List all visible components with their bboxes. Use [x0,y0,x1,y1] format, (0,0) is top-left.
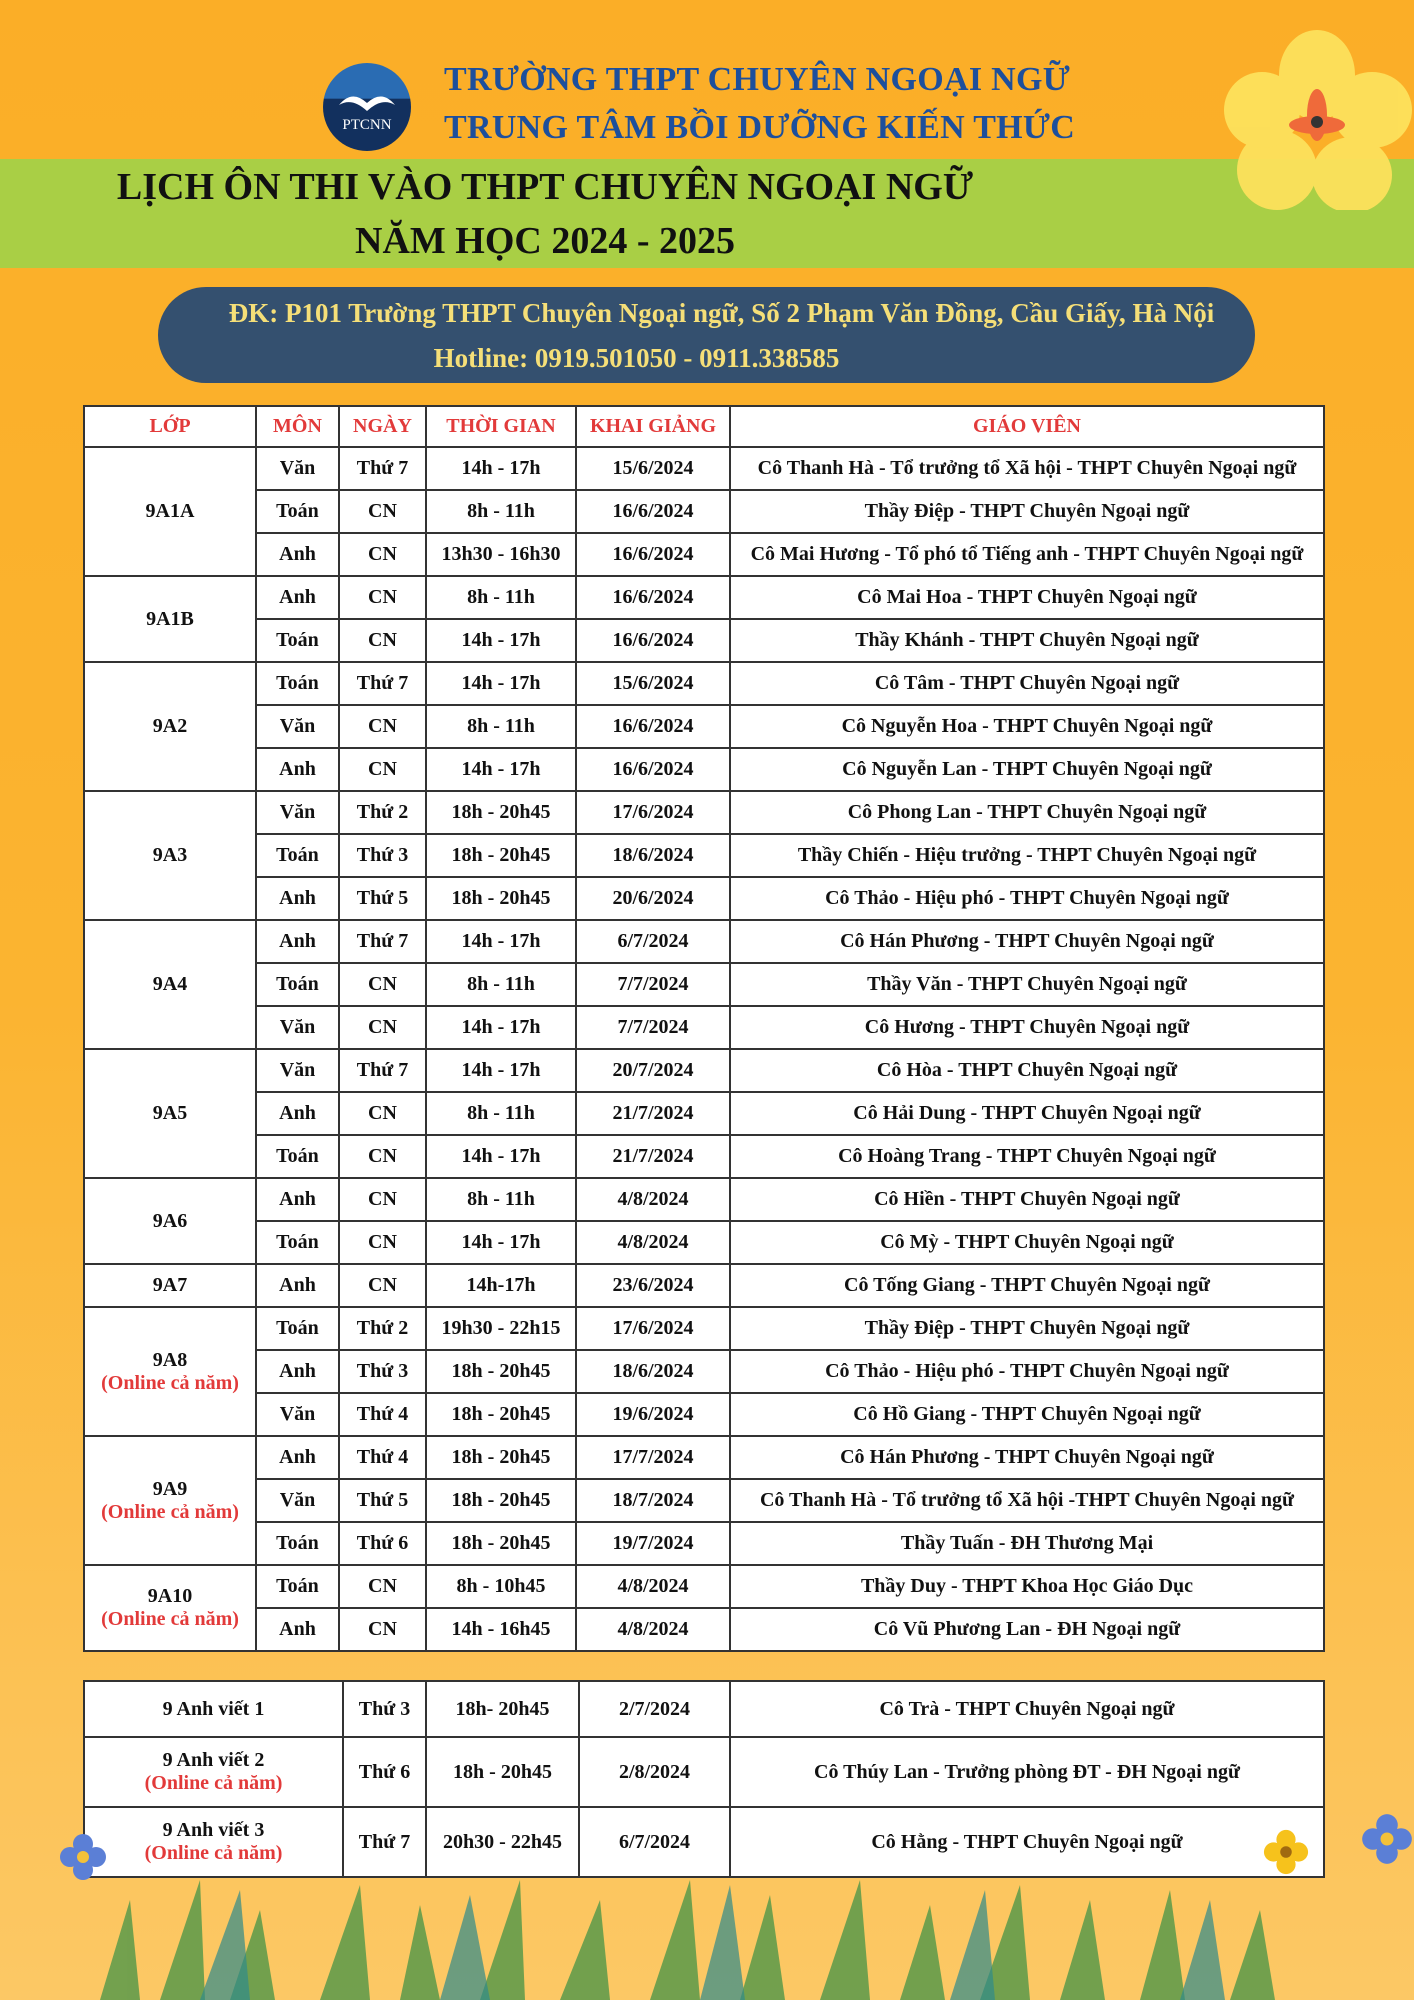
subject-cell: Toán [256,619,339,662]
start-date-cell: 4/8/2024 [576,1221,730,1264]
day-cell: CN [339,1608,426,1651]
teacher-cell: Cô Hiền - THPT Chuyên Ngoại ngữ [730,1178,1324,1221]
class-name: 9A4 [152,973,188,995]
day-cell: CN [339,1092,426,1135]
table-header-row [84,406,1324,447]
time-cell: 14h - 17h [426,1006,576,1049]
logo-text: PTCNN [342,117,392,133]
table-row [84,1436,1324,1479]
start-date-cell: 20/6/2024 [576,877,730,920]
table-row [84,1006,1324,1049]
subject-cell: Anh [256,1178,339,1221]
time-cell: 18h - 20h45 [426,1393,576,1436]
table-row [84,1221,1324,1264]
school-line-1: TRƯỜNG THPT CHUYÊN NGOẠI NGỮ [444,61,1071,98]
start-date-cell: 21/7/2024 [576,1092,730,1135]
time-cell: 14h - 17h [426,920,576,963]
time-cell: 19h30 - 22h15 [426,1307,576,1350]
class-cell [84,1307,256,1436]
start-date-cell: 6/7/2024 [576,920,730,963]
time-cell: 14h - 17h [426,662,576,705]
time-cell: 20h30 - 22h45 [426,1807,579,1877]
class-name: 9A1A [145,500,195,522]
subject-cell: Anh [256,1264,339,1307]
grass-decoration-icon [0,1880,1414,2000]
day-cell: CN [339,1178,426,1221]
table-row [84,490,1324,533]
table-row [84,1807,1324,1877]
time-cell: 8h - 11h [426,490,576,533]
subject-cell: Anh [256,1436,339,1479]
time-cell: 18h - 20h45 [426,1479,576,1522]
teacher-cell: Thầy Điệp - THPT Chuyên Ngoại ngữ [730,1307,1324,1350]
table-row [84,963,1324,1006]
class-name: 9A2 [152,715,188,737]
day-cell: Thứ 7 [339,662,426,705]
start-date-cell: 18/6/2024 [576,834,730,877]
time-cell: 8h - 11h [426,963,576,1006]
time-cell: 14h - 17h [426,1221,576,1264]
online-note: (Online cả năm) [144,1842,283,1864]
class-cell [84,1178,256,1264]
day-cell: Thứ 5 [339,877,426,920]
table-row [84,1350,1324,1393]
start-date-cell: 17/6/2024 [576,1307,730,1350]
table-row [84,1479,1324,1522]
teacher-cell: Cô Thảo - Hiệu phó - THPT Chuyên Ngoại ngữ [730,1350,1324,1393]
subject-cell: Anh [256,1092,339,1135]
day-cell: CN [339,533,426,576]
teacher-cell: Cô Tâm - THPT Chuyên Ngoại ngữ [730,662,1324,705]
online-note: (Online cả năm) [144,1772,283,1794]
class-name: 9 Anh viết 1 [162,1697,265,1720]
subject-cell: Toán [256,963,339,1006]
start-date-cell: 19/7/2024 [576,1522,730,1565]
class-cell [84,1565,256,1651]
subject-cell: Văn [256,1393,339,1436]
table-row [84,1092,1324,1135]
table-row [84,834,1324,877]
bird-icon [337,87,397,113]
day-cell: CN [339,748,426,791]
start-date-cell: 2/8/2024 [579,1737,730,1807]
day-cell: Thứ 2 [339,791,426,834]
teacher-cell: Cô Mai Hoa - THPT Chuyên Ngoại ngữ [730,576,1324,619]
start-date-cell: 17/6/2024 [576,791,730,834]
subject-cell: Toán [256,1135,339,1178]
table-row [84,1307,1324,1350]
day-cell: Thứ 3 [339,1350,426,1393]
title-line-2: NĂM HỌC 2024 - 2025 [355,220,735,262]
class-name: 9 Anh viết 2 [162,1749,265,1771]
school-name [444,56,1075,152]
table-row [84,791,1324,834]
start-date-cell: 16/6/2024 [576,576,730,619]
teacher-cell: Cô Thúy Lan - Trưởng phòng ĐT - ĐH Ngoại ngữ [730,1737,1324,1807]
table-row [84,1393,1324,1436]
teacher-cell: Cô Hán Phương - THPT Chuyên Ngoại ngữ [730,920,1324,963]
subject-cell: Toán [256,1307,339,1350]
table-row [84,748,1324,791]
hotline: Hotline: 0919.501050 - 0911.338585 [433,343,840,373]
start-date-cell: 16/6/2024 [576,490,730,533]
start-date-cell: 15/6/2024 [576,662,730,705]
time-cell: 8h - 11h [426,576,576,619]
day-cell: CN [339,619,426,662]
subject-cell: Toán [256,1221,339,1264]
day-cell: CN [339,1221,426,1264]
day-cell: Thứ 7 [339,920,426,963]
subject-cell: Toán [256,1522,339,1565]
class-name: 9A5 [152,1102,188,1124]
start-date-cell: 23/6/2024 [576,1264,730,1307]
teacher-cell: Cô Nguyễn Lan - THPT Chuyên Ngoại ngữ [730,748,1324,791]
day-cell: Thứ 4 [339,1436,426,1479]
class-cell [84,1264,256,1307]
subject-cell: Anh [256,1608,339,1651]
time-cell: 14h - 17h [426,447,576,490]
start-date-cell: 4/8/2024 [576,1608,730,1651]
title-line-1: LỊCH ÔN THI VÀO THPT CHUYÊN NGOẠI NGỮ [116,166,974,208]
teacher-cell: Cô Hán Phương - THPT Chuyên Ngoại ngữ [730,1436,1324,1479]
subject-cell: Văn [256,1006,339,1049]
teacher-cell: Cô Hương - THPT Chuyên Ngoại ngữ [730,1006,1324,1049]
start-date-cell: 2/7/2024 [579,1681,730,1737]
time-cell: 13h30 - 16h30 [426,533,576,576]
table-row [84,1135,1324,1178]
time-cell: 8h - 11h [426,1092,576,1135]
table-row [84,1608,1324,1651]
day-cell: Thứ 3 [343,1681,426,1737]
start-date-cell: 15/6/2024 [576,447,730,490]
class-cell [84,447,256,576]
online-note: (Online cả năm) [101,1500,239,1523]
table-row [84,1681,1324,1737]
subject-cell: Toán [256,1565,339,1608]
start-date-cell: 16/6/2024 [576,533,730,576]
flower-decoration-icon [1222,30,1412,210]
day-cell: CN [339,705,426,748]
teacher-cell: Cô Thảo - Hiệu phó - THPT Chuyên Ngoại ngữ [730,877,1324,920]
teacher-cell: Cô Trà - THPT Chuyên Ngoại ngữ [730,1681,1324,1737]
class-cell [84,1737,343,1807]
time-cell: 14h-17h [426,1264,576,1307]
teacher-cell: Thầy Duy - THPT Khoa Học Giáo Dục [730,1565,1324,1608]
table-row [84,920,1324,963]
subject-cell: Toán [256,662,339,705]
class-name: 9A8 [152,1348,188,1371]
class-cell [84,1681,343,1737]
table-row [84,533,1324,576]
teacher-cell: Cô Hằng - THPT Chuyên Ngoại ngữ [730,1807,1324,1877]
start-date-cell: 7/7/2024 [576,1006,730,1049]
subject-cell: Anh [256,877,339,920]
teacher-cell: Thầy Chiến - Hiệu trưởng - THPT Chuyên Ngoại ngữ [730,834,1324,877]
class-cell [84,662,256,791]
schedule-table [83,405,1325,1652]
class-name: 9A10 [147,1585,193,1607]
subject-cell: Anh [256,920,339,963]
school-logo [323,63,411,151]
time-cell: 18h - 20h45 [426,1522,576,1565]
start-date-cell: 20/7/2024 [576,1049,730,1092]
class-cell [84,576,256,662]
subject-cell: Văn [256,1479,339,1522]
start-date-cell: 16/6/2024 [576,748,730,791]
time-cell: 18h - 20h45 [426,1350,576,1393]
table-row [84,1737,1324,1807]
time-cell: 8h - 10h45 [426,1565,576,1608]
time-cell: 18h - 20h45 [426,791,576,834]
table-row [84,705,1324,748]
subject-cell: Anh [256,748,339,791]
table-row [84,1565,1324,1608]
teacher-cell: Thầy Điệp - THPT Chuyên Ngoại ngữ [730,490,1324,533]
class-name: 9A3 [152,844,188,866]
time-cell: 18h - 20h45 [426,1436,576,1479]
teacher-cell: Cô Mỳ - THPT Chuyên Ngoại ngữ [730,1221,1324,1264]
day-cell: Thứ 6 [339,1522,426,1565]
start-date-cell: 21/7/2024 [576,1135,730,1178]
online-note: (Online cả năm) [101,1371,239,1394]
start-date-cell: 6/7/2024 [579,1807,730,1877]
class-cell [84,920,256,1049]
day-cell: CN [339,1006,426,1049]
table-row [84,877,1324,920]
table-row [84,576,1324,619]
time-cell: 14h - 16h45 [426,1608,576,1651]
day-cell: CN [339,963,426,1006]
online-note: (Online cả năm) [101,1608,239,1630]
start-date-cell: 19/6/2024 [576,1393,730,1436]
time-cell: 18h - 20h45 [426,877,576,920]
table-row [84,1264,1324,1307]
subject-cell: Văn [256,1049,339,1092]
teacher-cell: Thầy Văn - THPT Chuyên Ngoại ngữ [730,963,1324,1006]
class-name: 9A6 [152,1209,188,1232]
day-cell: Thứ 6 [343,1737,426,1807]
teacher-cell: Cô Hải Dung - THPT Chuyên Ngoại ngữ [730,1092,1324,1135]
day-cell: Thứ 7 [339,447,426,490]
class-cell [84,1049,256,1178]
day-cell: CN [339,1565,426,1608]
start-date-cell: 16/6/2024 [576,705,730,748]
subject-cell: Toán [256,834,339,877]
time-cell: 8h - 11h [426,1178,576,1221]
time-cell: 14h - 17h [426,748,576,791]
page-title [0,160,1090,268]
day-cell: CN [339,490,426,533]
teacher-cell: Cô Thanh Hà - Tổ trưởng tổ Xã hội -THPT Chuyên Ngoại ngữ [730,1479,1324,1522]
teacher-cell: Cô Thanh Hà - Tổ trưởng tổ Xã hội - THPT Chuyên Ngoại ngữ [730,447,1324,490]
column-header: LỚP [84,406,256,447]
start-date-cell: 18/7/2024 [576,1479,730,1522]
subject-cell: Văn [256,447,339,490]
subject-cell: Toán [256,490,339,533]
teacher-cell: Cô Mai Hương - Tổ phó tổ Tiếng anh - THPT Chuyên Ngoại ngữ [730,533,1324,576]
start-date-cell: 4/8/2024 [576,1565,730,1608]
class-cell [84,1436,256,1565]
start-date-cell: 4/8/2024 [576,1178,730,1221]
time-cell: 18h - 20h45 [426,1737,579,1807]
blue-flower-icon [58,1832,108,1882]
subject-cell: Văn [256,791,339,834]
class-name: 9 Anh viết 3 [162,1819,265,1841]
start-date-cell: 7/7/2024 [576,963,730,1006]
teacher-cell: Cô Vũ Phương Lan - ĐH Ngoại ngữ [730,1608,1324,1651]
table-row [84,619,1324,662]
day-cell: Thứ 4 [339,1393,426,1436]
start-date-cell: 17/7/2024 [576,1436,730,1479]
yellow-flower-icon [1262,1828,1310,1876]
table-row [84,447,1324,490]
address: ĐK: P101 Trường THPT Chuyên Ngoại ngữ, Số 2 Phạm Văn Đồng, Cầu Giấy, Hà Nội [228,298,1215,328]
day-cell: CN [339,1135,426,1178]
column-header: THỜI GIAN [426,406,576,447]
table-row [84,1178,1324,1221]
class-name: 9A1B [146,607,194,630]
time-cell: 18h- 20h45 [426,1681,579,1737]
teacher-cell: Thầy Khánh - THPT Chuyên Ngoại ngữ [730,619,1324,662]
teacher-cell: Cô Tống Giang - THPT Chuyên Ngoại ngữ [730,1264,1324,1307]
teacher-cell: Cô Phong Lan - THPT Chuyên Ngoại ngữ [730,791,1324,834]
table-row [84,1522,1324,1565]
start-date-cell: 18/6/2024 [576,1350,730,1393]
time-cell: 14h - 17h [426,1135,576,1178]
day-cell: Thứ 2 [339,1307,426,1350]
column-header: NGÀY [339,406,426,447]
teacher-cell: Cô Hồ Giang - THPT Chuyên Ngoại ngữ [730,1393,1324,1436]
time-cell: 18h - 20h45 [426,834,576,877]
class-name: 9A7 [152,1274,188,1296]
day-cell: CN [339,576,426,619]
teacher-cell: Cô Hòa - THPT Chuyên Ngoại ngữ [730,1049,1324,1092]
blue-flower-icon [1360,1812,1414,1866]
time-cell: 14h - 17h [426,619,576,662]
day-cell: CN [339,1264,426,1307]
time-cell: 8h - 11h [426,705,576,748]
teacher-cell: Cô Hoàng Trang - THPT Chuyên Ngoại ngữ [730,1135,1324,1178]
start-date-cell: 16/6/2024 [576,619,730,662]
column-header: GIÁO VIÊN [730,406,1324,447]
column-header: MÔN [256,406,339,447]
column-header: KHAI GIẢNG [576,406,730,447]
teacher-cell: Cô Nguyễn Hoa - THPT Chuyên Ngoại ngữ [730,705,1324,748]
teacher-cell: Thầy Tuấn - ĐH Thương Mại [730,1522,1324,1565]
class-cell [84,1807,343,1877]
day-cell: Thứ 5 [339,1479,426,1522]
writing-classes-table [83,1680,1325,1878]
subject-cell: Văn [256,705,339,748]
school-line-2: TRUNG TÂM BỒI DƯỠNG KIẾN THỨC [444,109,1076,146]
time-cell: 14h - 17h [426,1049,576,1092]
subject-cell: Anh [256,576,339,619]
subject-cell: Anh [256,1350,339,1393]
contact-banner [158,287,1255,383]
table-row [84,1049,1324,1092]
day-cell: Thứ 3 [339,834,426,877]
class-name: 9A9 [152,1477,188,1500]
day-cell: Thứ 7 [343,1807,426,1877]
subject-cell: Anh [256,533,339,576]
day-cell: Thứ 7 [339,1049,426,1092]
class-cell [84,791,256,920]
table-row [84,662,1324,705]
